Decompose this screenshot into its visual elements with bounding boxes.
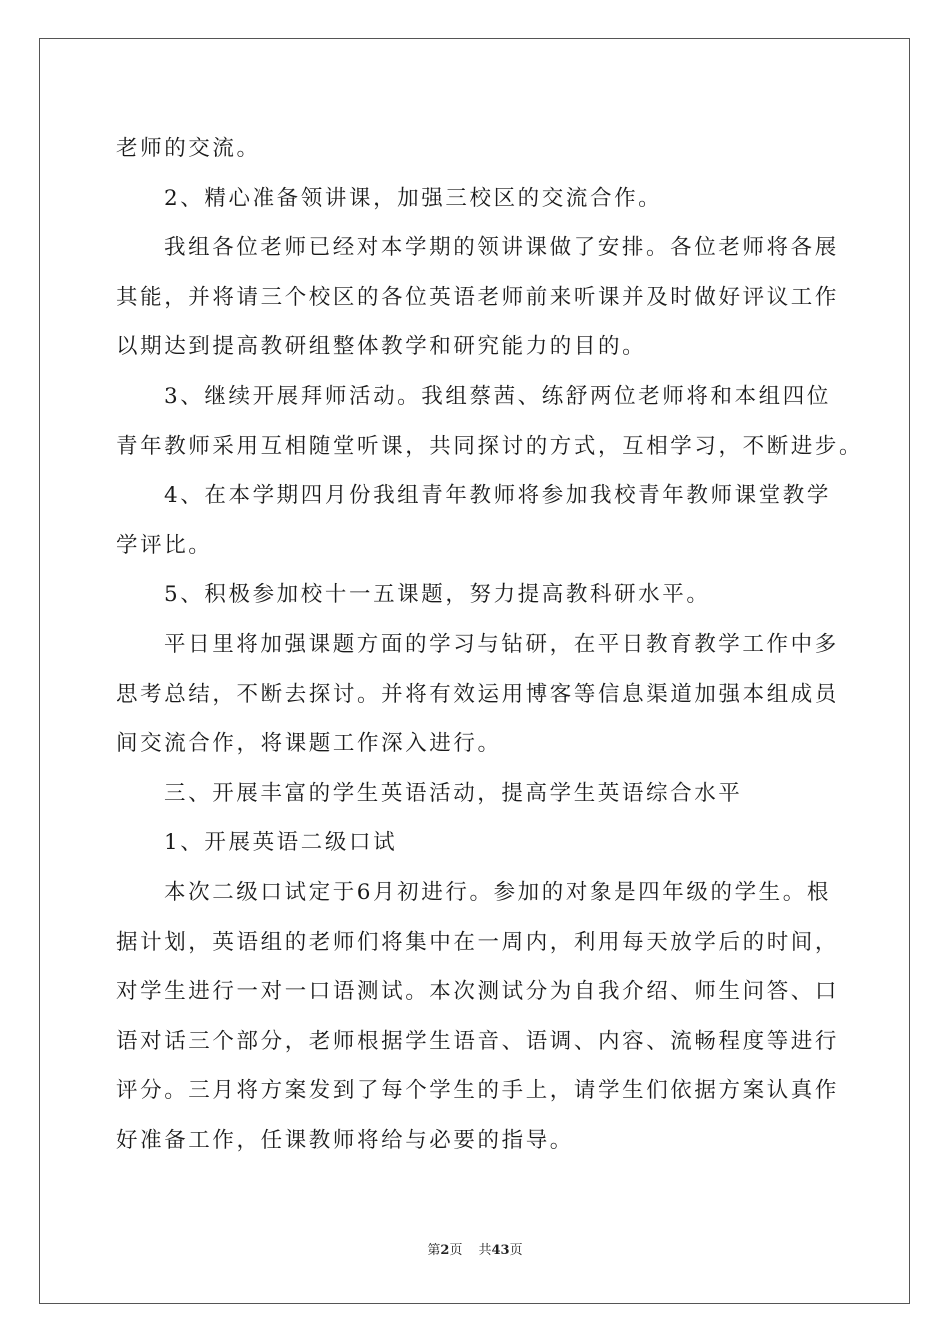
text-line: 其能，并将请三个校区的各位英语老师前来听课并及时做好评议工作 [116, 284, 840, 310]
page-footer [0, 1242, 950, 1260]
total-prefix: 共 [478, 1243, 492, 1258]
text-line: 3、继续开展拜师活动。我组蔡茜、练舒两位老师将和本组四位 [164, 383, 831, 409]
text-line: 平日里将加强课题方面的学习与钻研，在平日教育教学工作中多 [164, 631, 839, 657]
text-line: 三、开展丰富的学生英语活动，提高学生英语综合水平 [164, 780, 743, 806]
text-line: 思考总结，不断去探讨。并将有效运用博客等信息渠道加强本组成员 [116, 681, 840, 707]
total-suffix: 页 [509, 1243, 523, 1258]
text-line: 评分。三月将方案发到了每个学生的手上，请学生们依据方案认真作 [116, 1078, 840, 1104]
text-line: 好准备工作，任课教师将给与必要的指导。 [116, 1127, 574, 1153]
text-line: 1、开展英语二级口试 [164, 830, 398, 856]
text-line: 老师的交流。 [116, 136, 261, 161]
text-line: 间交流合作，将课题工作深入进行。 [116, 731, 502, 757]
document-body [116, 124, 864, 1165]
text-line: 5、积极参加校十一五课题，努力提高教科研水平。 [164, 582, 711, 608]
page-current: 2 [440, 1243, 450, 1258]
text-line: 对学生进行一对一口语测试。本次测试分为自我介绍、师生问答、口 [116, 979, 840, 1005]
text-line: 据计划，英语组的老师们将集中在一周内，利用每天放学后的时间， [116, 929, 840, 955]
text-line: 学评比。 [116, 532, 213, 558]
page-total: 43 [491, 1243, 510, 1258]
text-line: 语对话三个部分，老师根据学生语音、语调、内容、流畅程度等进行 [116, 1028, 840, 1054]
text-line: 4、在本学期四月份我组青年教师将参加我校青年教师课堂教学 [164, 483, 831, 509]
page-suffix: 页 [449, 1243, 463, 1258]
page-prefix: 第 [427, 1243, 441, 1258]
text-line: 本次二级口试定于6月初进行。参加的对象是四年级的学生。根 [164, 879, 831, 905]
text-line: 我组各位老师已经对本学期的领讲课做了安排。各位老师将各展 [164, 235, 839, 261]
text-line: 以期达到提高教研组整体教学和研究能力的目的。 [116, 334, 647, 360]
text-line: 青年教师采用互相随堂听课，共同探讨的方式，互相学习，不断进步。 [116, 433, 864, 459]
text-line: 2、精心准备领讲课，加强三校区的交流合作。 [164, 185, 663, 211]
